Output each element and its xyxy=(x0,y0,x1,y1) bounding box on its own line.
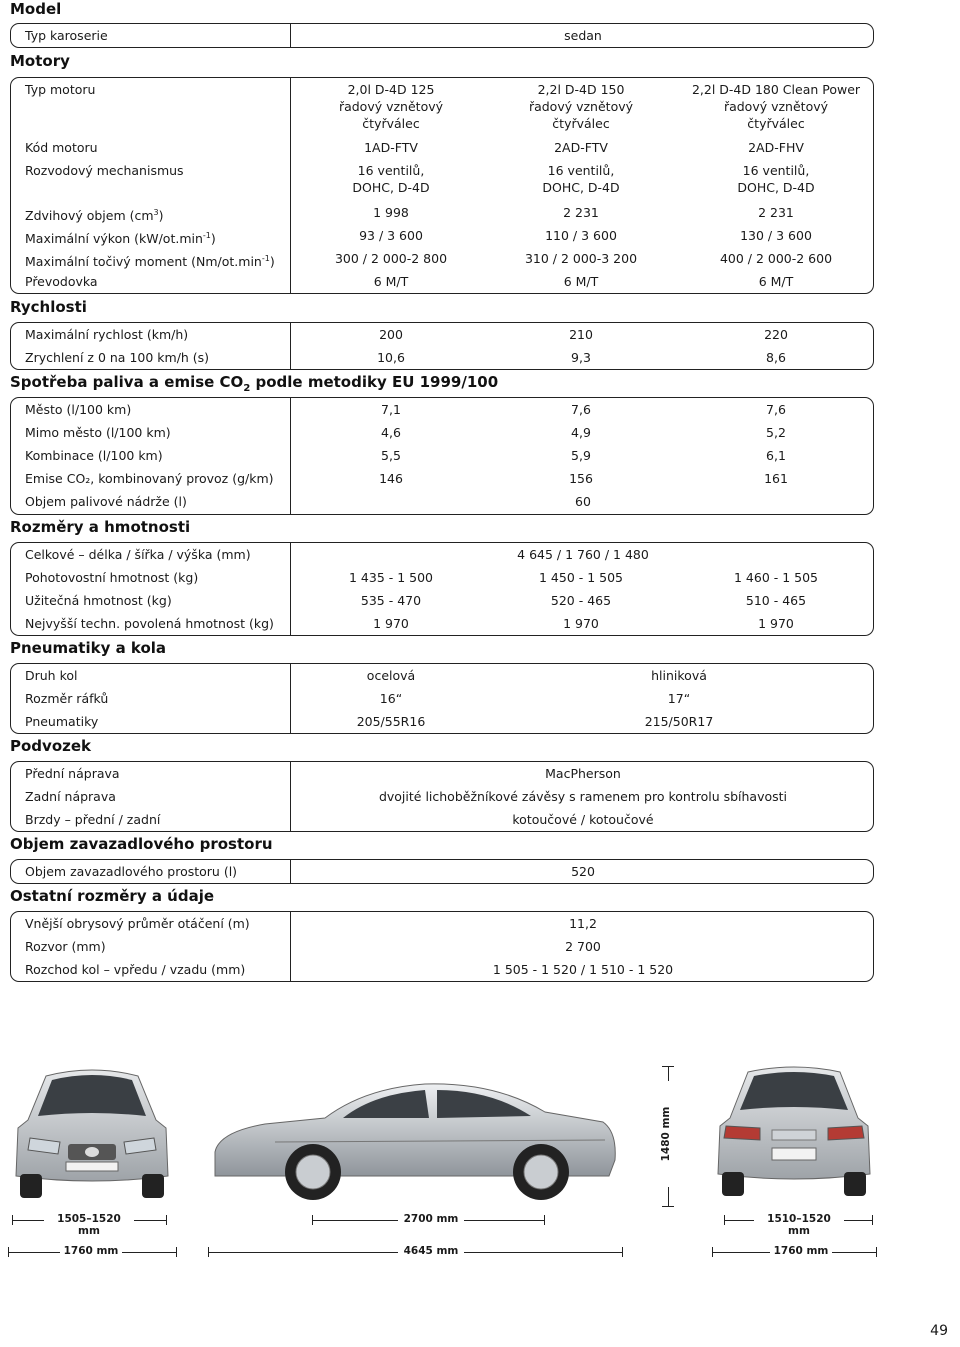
table-row xyxy=(11,958,873,981)
section-title-podvozek: Podvozek xyxy=(10,737,91,755)
cell: 5,2 xyxy=(766,425,786,440)
cell: 1 970 xyxy=(758,616,794,631)
cell: 535 - 470 xyxy=(360,593,422,608)
cell-line: čtyřválec xyxy=(362,116,420,131)
cell-line: 2,0l D-4D 125 xyxy=(347,82,435,97)
cell: 10,6 xyxy=(377,350,405,365)
cell: 1 998 xyxy=(373,205,409,220)
podvozek-table xyxy=(10,761,874,832)
ostatni-table xyxy=(10,911,874,982)
cell: 2 231 xyxy=(563,205,599,220)
table-row xyxy=(11,589,873,612)
cell: 215/50R17 xyxy=(644,714,714,729)
cell: 110 / 3 600 xyxy=(545,228,617,243)
cell: 7,6 xyxy=(571,402,591,417)
cell-line: čtyřválec xyxy=(552,116,610,131)
row-label: Kód motoru xyxy=(25,140,98,155)
cell: 310 / 2 000-3 200 xyxy=(524,251,638,266)
row-label: Mimo město (l/100 km) xyxy=(25,425,171,440)
cell: 1 435 - 1 500 xyxy=(348,570,434,585)
row-label: Rozchod kol – vpředu / vzadu (mm) xyxy=(25,962,246,977)
row-label: Pohotovostní hmotnost (kg) xyxy=(25,570,199,585)
table-row xyxy=(11,270,873,293)
cell: MacPherson xyxy=(545,766,621,781)
kola-table xyxy=(10,663,874,734)
label-sup: -1 xyxy=(261,254,270,263)
cell: 1 970 xyxy=(373,616,409,631)
table-row xyxy=(11,201,873,224)
car-side-view-image xyxy=(205,1060,625,1210)
section-title-pneumatiky: Pneumatiky a kola xyxy=(10,639,167,657)
cell-line: DOHC, D-4D xyxy=(542,180,620,195)
table-row xyxy=(11,543,873,566)
cell: 6 M/T xyxy=(563,274,599,289)
dimension-tick xyxy=(166,1215,167,1225)
cell: kotoučové / kotoučové xyxy=(512,812,654,827)
dimension-tick xyxy=(876,1247,877,1257)
label-text: Maximální výkon (kW/ot.min xyxy=(25,231,203,247)
zavazadla-table xyxy=(10,859,874,884)
cell: 8,6 xyxy=(766,350,786,365)
row-value: sedan xyxy=(564,28,602,43)
table-row xyxy=(11,687,873,710)
section-title-zavazadla: Objem zavazadlového prostoru xyxy=(10,835,273,853)
page-number: 49 xyxy=(930,1323,948,1339)
rychlosti-table xyxy=(10,322,874,370)
dimension-tick xyxy=(544,1215,545,1225)
dimension-tick xyxy=(208,1247,209,1257)
cell: 4,6 xyxy=(381,425,401,440)
section-title-rozmery: Rozměry a hmotnosti xyxy=(10,518,191,536)
row-label: Emise CO₂, kombinovaný provoz (g/km) xyxy=(25,471,274,486)
cell: 16“ xyxy=(379,691,403,706)
section-title-ostatni: Ostatní rozměry a údaje xyxy=(10,887,215,905)
wheelbase-label: 2700 mm xyxy=(398,1213,464,1225)
cell xyxy=(481,81,681,132)
row-label: Rozvor (mm) xyxy=(25,939,106,954)
cell: 1 505 - 1 520 / 1 510 - 1 520 xyxy=(492,962,674,977)
cell: 93 / 3 600 xyxy=(359,228,423,243)
dimension-tick xyxy=(872,1215,873,1225)
cell: ocelová xyxy=(366,668,416,683)
cell: 11,2 xyxy=(569,916,597,931)
dimension-tick xyxy=(724,1215,725,1225)
cell: 7,1 xyxy=(381,402,401,417)
label-text: ) xyxy=(210,231,216,247)
section-title-motory: Motory xyxy=(10,52,70,70)
dimension-tick xyxy=(8,1247,9,1257)
table-row xyxy=(11,24,873,47)
cell: 17“ xyxy=(667,691,691,706)
table-row xyxy=(11,346,873,369)
table-row xyxy=(11,566,873,589)
car-front-view-image xyxy=(8,1058,176,1208)
cell-line: 2,2l D-4D 180 Clean Power xyxy=(691,82,861,97)
table-row xyxy=(11,136,873,159)
table-row xyxy=(11,912,873,935)
row-label: Rozměr ráfků xyxy=(25,691,109,706)
label-text: ) xyxy=(269,254,275,270)
cell xyxy=(676,81,876,132)
cell-line: řadový vznětový xyxy=(338,99,444,114)
cell xyxy=(481,162,681,196)
table-row xyxy=(11,444,873,467)
row-label: Druh kol xyxy=(25,668,78,683)
table-row xyxy=(11,247,873,270)
cell: 4 645 / 1 760 / 1 480 xyxy=(517,547,649,562)
table-row xyxy=(11,78,873,137)
row-label: Typ motoru xyxy=(25,82,96,97)
table-row xyxy=(11,762,873,785)
row-label: Celkové – délka / šířka / výška (mm) xyxy=(25,547,251,562)
spotreba-table xyxy=(10,397,874,515)
row-label: Převodovka xyxy=(25,274,98,289)
cell-line: 16 ventilů, xyxy=(742,163,810,178)
cell: 7,6 xyxy=(766,402,786,417)
cell: 1 970 xyxy=(563,616,599,631)
section-title-spotreba xyxy=(10,373,498,394)
cell: 6 M/T xyxy=(373,274,409,289)
row-label: Nejvyšší techn. povolená hmotnost (kg) xyxy=(25,616,274,631)
table-row xyxy=(11,323,873,346)
cell: 156 xyxy=(569,471,593,486)
cell-line: DOHC, D-4D xyxy=(352,180,430,195)
cell: 210 xyxy=(569,327,593,342)
table-row xyxy=(11,224,873,247)
table-row xyxy=(11,664,873,687)
table-row xyxy=(11,398,873,421)
table-row xyxy=(11,467,873,490)
row-label: Vnější obrysový průměr otáčení (m) xyxy=(25,916,250,931)
row-label: Objem zavazadlového prostoru (l) xyxy=(25,864,238,879)
table-row xyxy=(11,159,873,202)
label-sup: -1 xyxy=(202,231,211,240)
cell: 2AD-FHV xyxy=(748,140,804,155)
cell: 5,5 xyxy=(381,448,401,463)
car-rear-view-image xyxy=(712,1060,877,1208)
front-width-label: 1760 mm xyxy=(60,1245,122,1257)
row-label: Pneumatiky xyxy=(25,714,99,729)
cell: 6 M/T xyxy=(758,274,794,289)
row-label: Přední náprava xyxy=(25,766,120,781)
cell: 205/55R16 xyxy=(356,714,426,729)
cell: 520 xyxy=(571,864,595,879)
cell: 1 450 - 1 505 xyxy=(538,570,624,585)
row-label: Rozvodový mechanismus xyxy=(25,163,184,178)
dimension-tick xyxy=(12,1215,13,1225)
cell xyxy=(291,162,491,196)
table-row xyxy=(11,935,873,958)
cell-line: DOHC, D-4D xyxy=(737,180,815,195)
table-row xyxy=(11,490,873,513)
rozmery-table xyxy=(10,542,874,636)
dimension-tick xyxy=(176,1247,177,1257)
cell: 2 700 xyxy=(565,939,601,954)
cell: 6,1 xyxy=(766,448,786,463)
motory-table xyxy=(10,77,874,294)
cell: 520 - 465 xyxy=(550,593,612,608)
title-sub: 2 xyxy=(243,383,251,394)
dimension-tick xyxy=(622,1247,623,1257)
rear-width-label: 1760 mm xyxy=(770,1245,832,1257)
cell-line: čtyřválec xyxy=(747,116,805,131)
title-text: Spotřeba paliva a emise CO xyxy=(10,373,244,391)
dimension-tick xyxy=(712,1247,713,1257)
model-table xyxy=(10,23,874,48)
table-row xyxy=(11,860,873,883)
cell xyxy=(676,162,876,196)
height-label: 1480 mm xyxy=(660,1081,672,1187)
cell-line: řadový vznětový xyxy=(723,99,829,114)
row-label: Typ karoserie xyxy=(25,28,108,43)
cell: 1 460 - 1 505 xyxy=(733,570,819,585)
row-label: Kombinace (l/100 km) xyxy=(25,448,163,463)
dimension-tick xyxy=(312,1215,313,1225)
row-label: Maximální rychlost (km/h) xyxy=(25,327,189,342)
table-row xyxy=(11,808,873,831)
row-label: Brzdy – přední / zadní xyxy=(25,812,161,827)
cell: 510 - 465 xyxy=(745,593,807,608)
cell: 9,3 xyxy=(571,350,591,365)
label-text: ) xyxy=(158,208,164,224)
cell xyxy=(291,81,491,132)
cell: 146 xyxy=(379,471,403,486)
front-track-label: 1505–1520 mm xyxy=(44,1213,134,1237)
dimension-tick xyxy=(662,1066,674,1067)
cell: 60 xyxy=(575,494,591,509)
row-label: Užitečná hmotnost (kg) xyxy=(25,593,172,608)
cell: hliniková xyxy=(651,668,707,683)
row-label: Objem palivové nádrže (l) xyxy=(25,494,187,509)
cell: 161 xyxy=(764,471,788,486)
cell: dvojité lichoběžníkové závěsy s ramenem pro kontrolu sbíhavosti xyxy=(378,789,788,804)
table-row xyxy=(11,710,873,733)
label-text: Maximální točivý moment (Nm/ot.min xyxy=(25,254,262,270)
row-label: Město (l/100 km) xyxy=(25,402,132,417)
rear-track-label: 1510–1520 mm xyxy=(754,1213,844,1237)
length-label: 4645 mm xyxy=(398,1245,464,1257)
cell-line: řadový vznětový xyxy=(528,99,634,114)
label-text: Zdvihový objem (cm xyxy=(25,208,154,224)
table-row xyxy=(11,785,873,808)
table-row xyxy=(11,612,873,635)
cell: 220 xyxy=(764,327,788,342)
cell: 1AD-FTV xyxy=(364,140,418,155)
cell: 2AD-FTV xyxy=(554,140,608,155)
cell: 400 / 2 000-2 600 xyxy=(719,251,833,266)
cell: 200 xyxy=(379,327,403,342)
dimension-tick xyxy=(662,1206,674,1207)
cell-line: 16 ventilů, xyxy=(547,163,615,178)
row-label: Zrychlení z 0 na 100 km/h (s) xyxy=(25,350,210,365)
section-title-model: Model xyxy=(10,0,62,18)
cell: 5,9 xyxy=(571,448,591,463)
title-text: podle metodiky EU 1999/100 xyxy=(250,373,499,391)
cell: 2 231 xyxy=(758,205,794,220)
row-label: Zadní náprava xyxy=(25,789,116,804)
cell: 300 / 2 000-2 800 xyxy=(334,251,448,266)
cell: 130 / 3 600 xyxy=(740,228,812,243)
table-row xyxy=(11,421,873,444)
label-sup: 3 xyxy=(153,208,159,217)
cell: 4,9 xyxy=(571,425,591,440)
cell-line: 2,2l D-4D 150 xyxy=(537,82,625,97)
cell-line: 16 ventilů, xyxy=(357,163,425,178)
section-title-rychlosti: Rychlosti xyxy=(10,298,87,316)
